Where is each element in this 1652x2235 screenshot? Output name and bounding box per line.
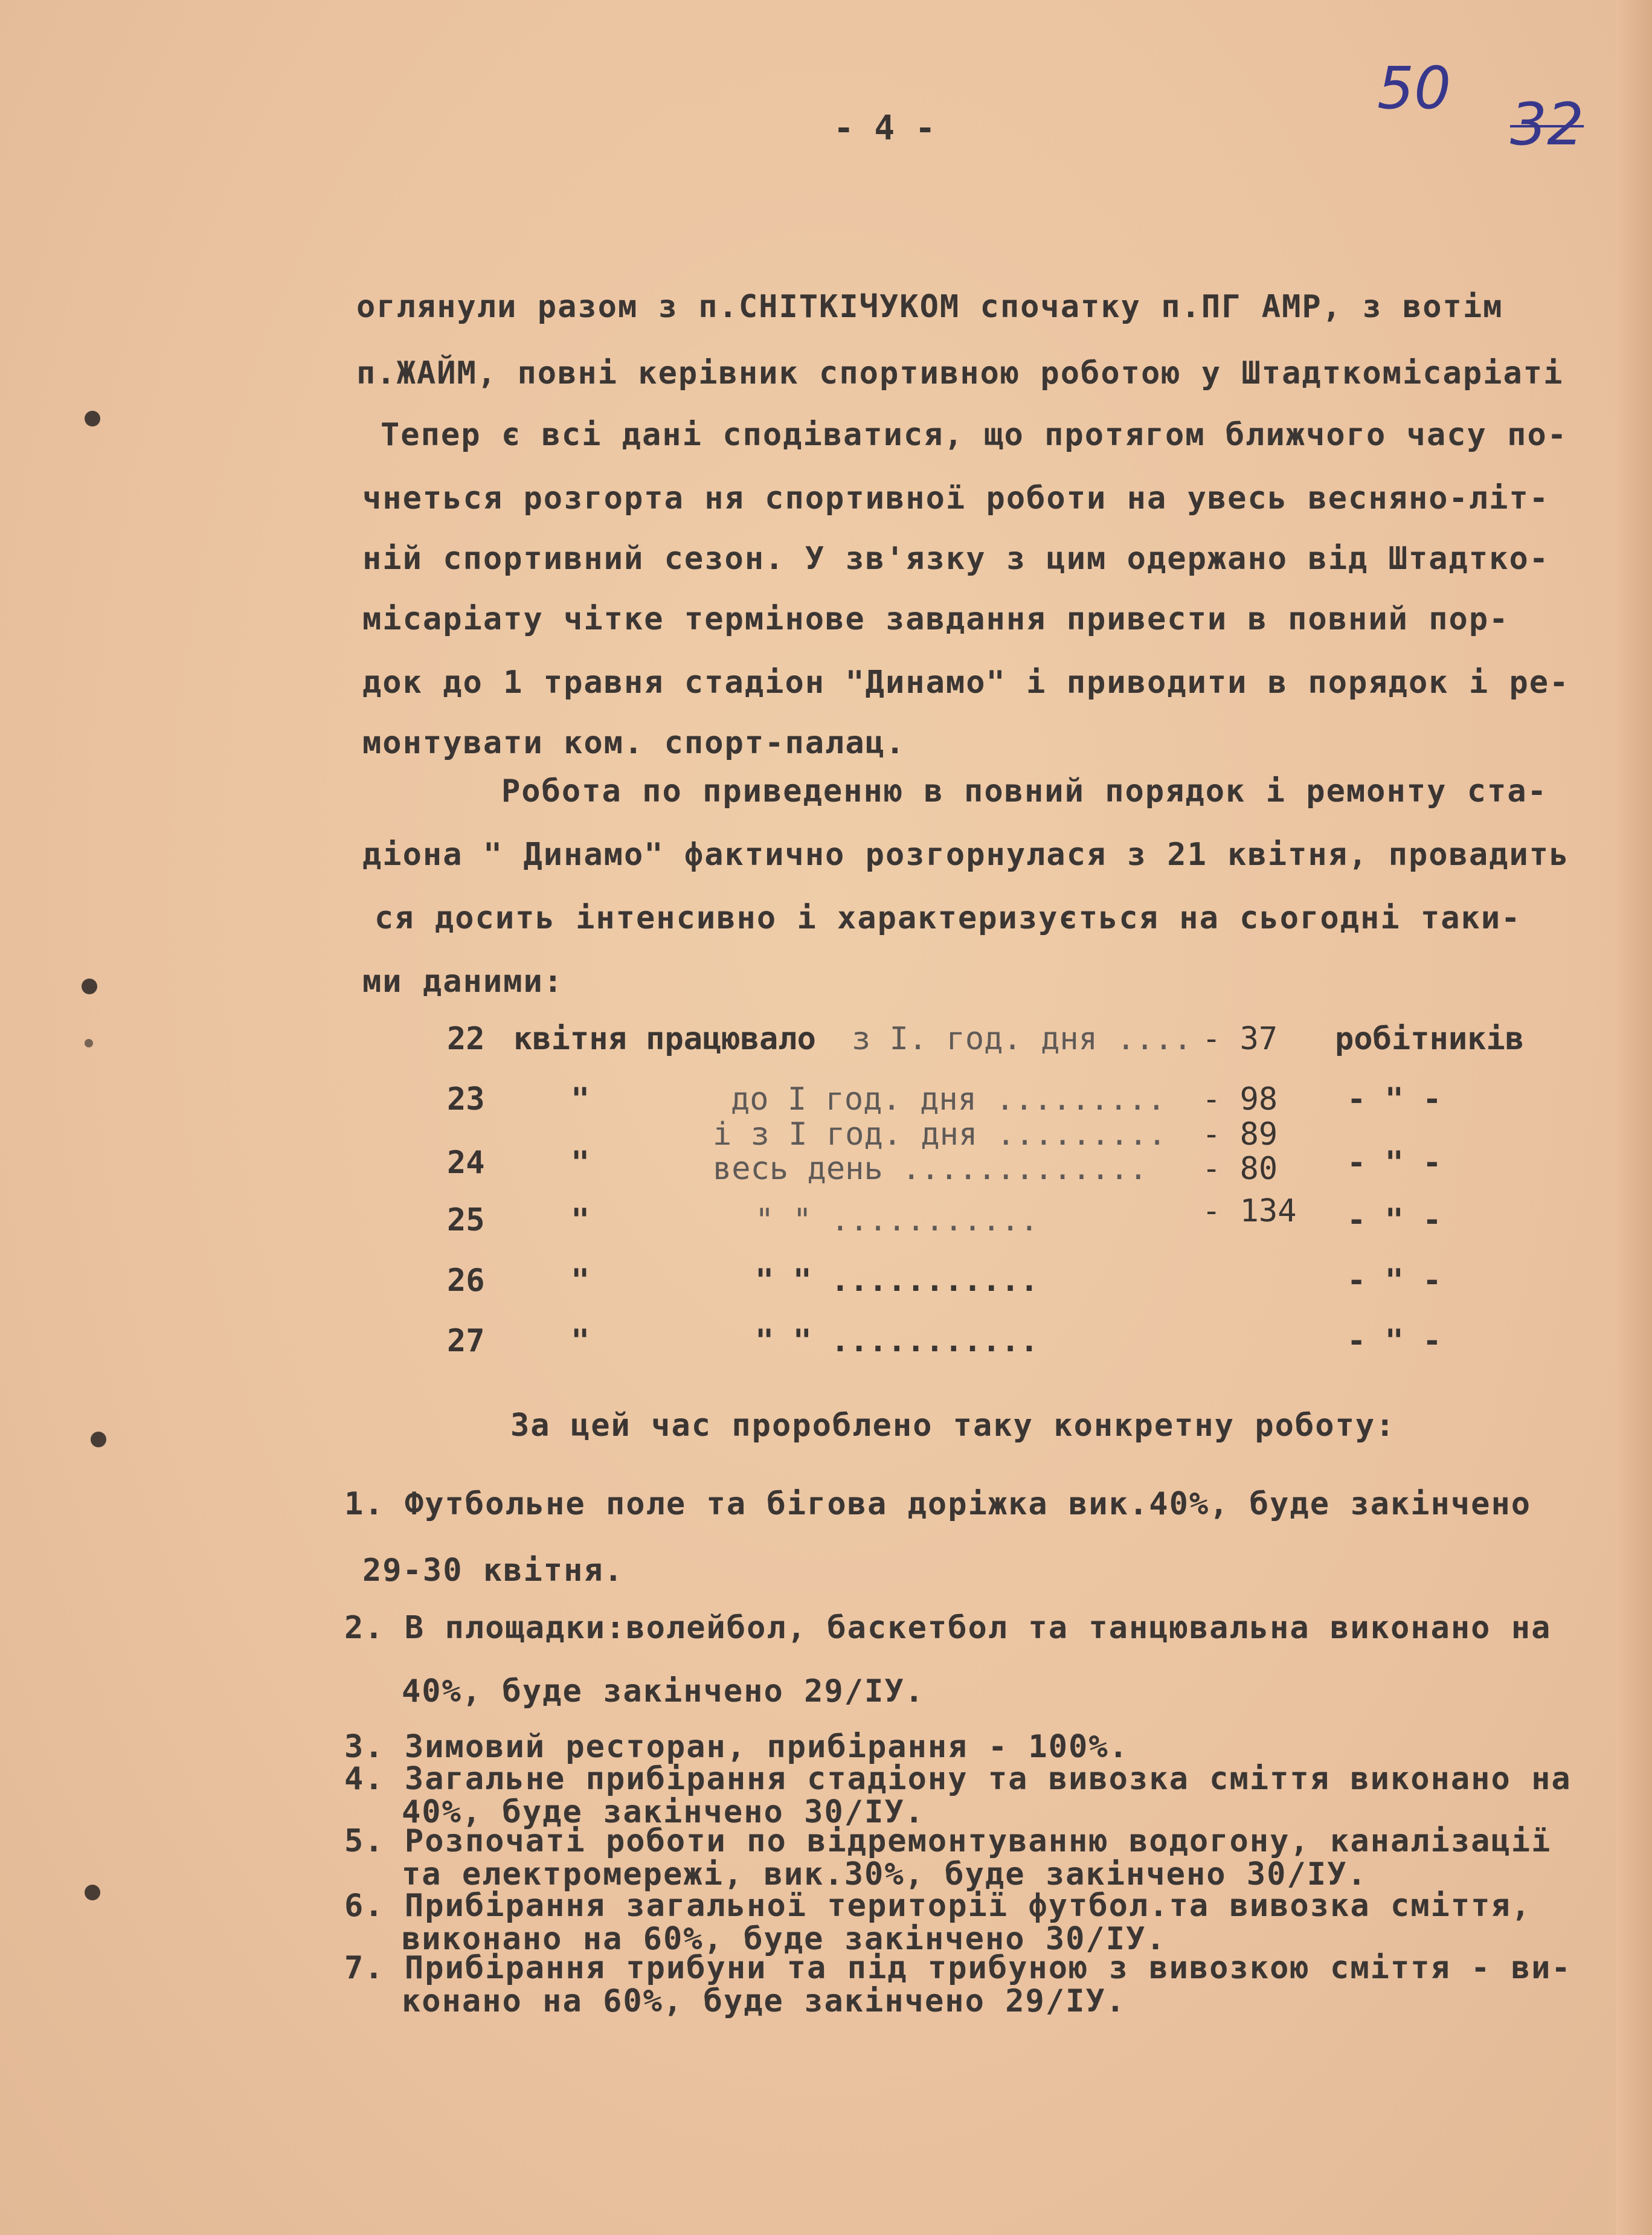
row-period: весь день ............. [713,1151,1148,1187]
page-number: - 4 - [834,109,936,148]
list-item-cont: та електромережі, вик.30%, буде закінчено 30/ІУ. [402,1856,1368,1893]
list-item: 7. Прибірання трибуни та під трибуною з вивозкою сміття - ви- [344,1950,1572,1986]
text-line: Тепер є всі дані сподіватися, що протягом ближчого часу по- [381,417,1568,453]
row-unit: - " - [1347,1323,1442,1359]
list-item-cont: виконано на 60%, буде закінчено 30/ІУ. [402,1921,1166,1957]
binder-hole [85,1039,93,1047]
list-item: 6. Прибірання загальної території футбол.та вивозка сміття, [344,1888,1532,1924]
row-count: - 98 [1202,1081,1278,1118]
binder-hole [85,1885,100,1900]
row-period: " " ........... [755,1262,1039,1299]
row-day: 25 [447,1202,485,1238]
row-unit: робітників [1335,1021,1525,1057]
text-line: Робота по приведенню в повний порядок і ремонту ста- [501,773,1548,809]
row-label: квітня працювало [513,1021,816,1057]
row-period: до І год. дня ......... [731,1081,1166,1118]
folio-number-new: 50 [1377,54,1451,122]
row-period: " " ........... [755,1202,1039,1238]
row-label: " [571,1323,590,1359]
row-count: - 89 [1202,1116,1278,1153]
row-count: - 80 [1202,1151,1278,1187]
row-day: 22 [447,1021,485,1057]
row-label: " [571,1262,590,1299]
list-item: 1. Футбольне поле та бігова доріжка вик.40%, буде закінчено [344,1486,1532,1522]
text-line: п.ЖАЙМ, повні керівник спортивною роботою у Штадткомісаріаті [356,355,1564,391]
list-item: 4. Загальне прибірання стадіону та вивозка сміття виконано на [344,1761,1572,1797]
text-line: монтувати ком. спорт-палац. [362,725,906,761]
list-item-cont: 40%, буде закінчено 29/ІУ. [402,1673,925,1709]
binder-hole [85,411,100,426]
list-item: 5. Розпочаті роботи по відремонтуванню водогону, каналізації [344,1823,1552,1859]
row-period: з І. год. дня .... [852,1021,1192,1057]
row-unit: - " - [1347,1145,1442,1181]
binder-hole [91,1432,106,1447]
list-item-cont: 29-30 квітня. [362,1552,624,1589]
binder-hole [82,979,97,994]
row-unit: - " - [1347,1202,1442,1238]
row-day: 24 [447,1145,485,1181]
row-label: " [571,1145,590,1181]
text-line: док до 1 травня стадіон "Динамо" і приводити в порядок і ре- [362,664,1570,701]
text-line: діона " Динамо" фактично розгорнулася з 21 квітня, провадить [362,837,1570,873]
row-label: " [571,1081,590,1118]
paper-edge [1616,0,1652,2235]
text-line: чнеться розгорта ня спортивної роботи на увесь весняно-літ- [362,480,1550,516]
row-unit: - " - [1347,1081,1442,1118]
row-period: і з І год. дня ......... [713,1116,1167,1153]
list-item: 2. В площадки:волейбол, баскетбол та танцювальна виконано на [344,1610,1552,1646]
text-line: ми даними: [362,963,564,1000]
row-count: - 134 [1202,1193,1297,1229]
list-item-cont: конано на 60%, буде закінчено 29/ІУ. [402,1983,1127,2019]
row-period: " " ........... [755,1323,1039,1359]
folio-number-old: 32 [1510,91,1584,158]
list-item-cont: 40%, буде закінчено 30/ІУ. [402,1794,925,1830]
text-line: ній спортивний сезон. У зв'язку з цим одержано від Штадтко- [362,541,1550,577]
row-count: - 37 [1202,1021,1278,1057]
row-day: 23 [447,1081,485,1118]
row-label: " [571,1202,590,1238]
row-day: 26 [447,1262,485,1299]
text-line: ся досить інтенсивно і характеризується на сьогодні таки- [374,900,1522,936]
text-line: місаріату чітке термінове завдання привести в повний пор- [362,601,1509,637]
work-intro: За цей час пророблено таку конкретну роботу: [510,1407,1396,1444]
row-day: 27 [447,1323,485,1359]
text-line: оглянули разом з п.СНІТКІЧУКОМ спочатку п.ПГ АМР, з вотім [356,289,1503,325]
row-unit: - " - [1347,1262,1442,1299]
list-item: 3. Зимовий ресторан, прибірання - 100%. [344,1729,1129,1765]
